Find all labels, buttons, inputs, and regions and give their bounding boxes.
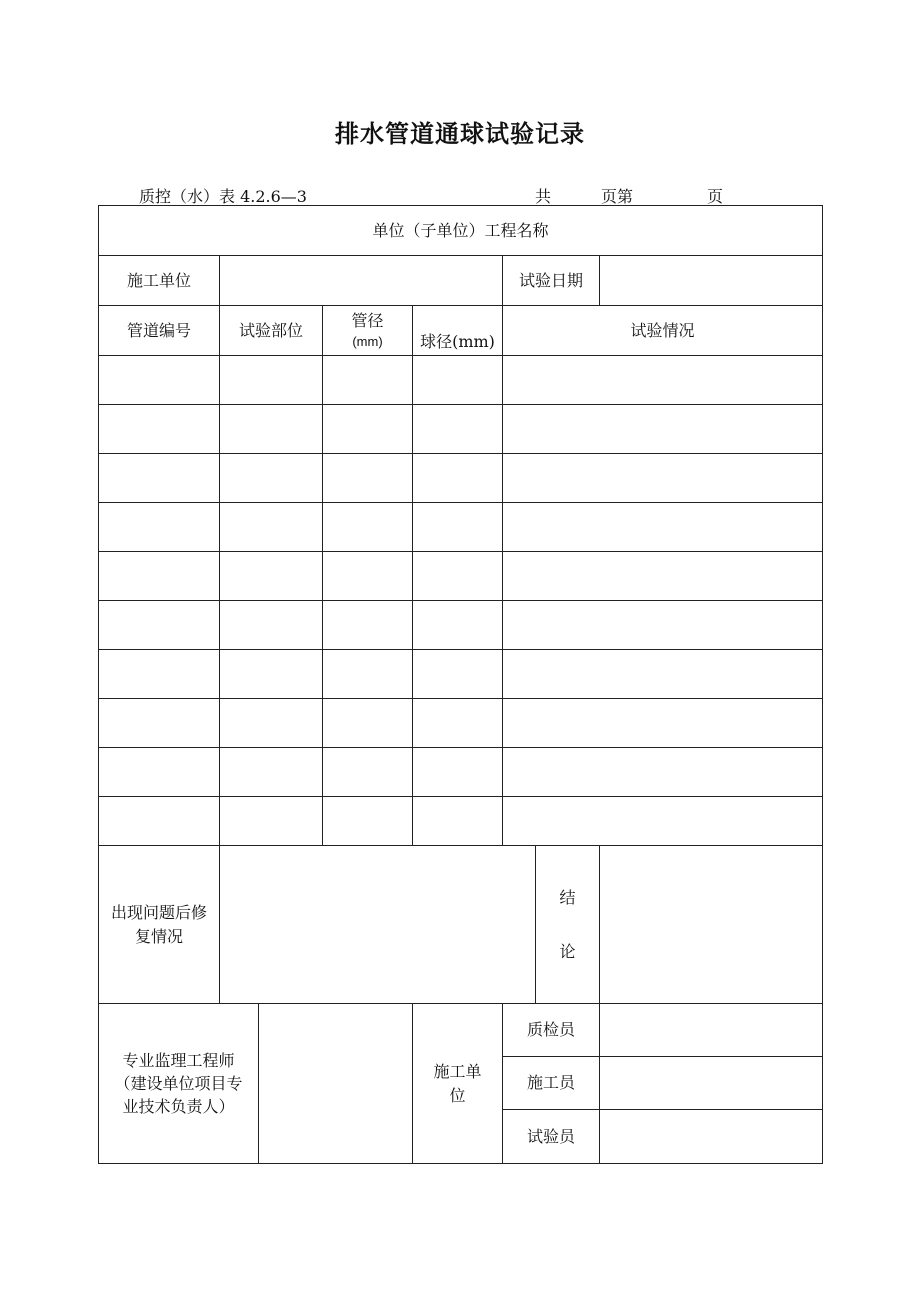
col-ball-diameter — [413, 306, 503, 356]
cell[interactable] — [323, 454, 413, 503]
repair-label-line2: 复情况 — [134, 926, 183, 946]
conclusion-field[interactable] — [600, 846, 823, 1004]
cell[interactable] — [413, 601, 503, 650]
sign-unit-label-line2: 位 — [449, 1085, 466, 1105]
cell[interactable] — [323, 699, 413, 748]
project-name-row[interactable] — [99, 206, 823, 256]
col-pipe-no: 管道编号 — [99, 306, 220, 356]
cell[interactable] — [503, 405, 823, 454]
cell[interactable] — [220, 356, 323, 405]
page-title: 排水管道通球试验记录 — [335, 120, 585, 148]
cell[interactable] — [413, 699, 503, 748]
cell[interactable] — [413, 797, 503, 846]
cell[interactable] — [99, 552, 220, 601]
col-test-location: 试验部位 — [220, 306, 323, 356]
cell[interactable] — [99, 601, 220, 650]
sign-unit-label-line1: 施工单 — [433, 1062, 482, 1082]
col-pipe-diameter — [323, 306, 413, 356]
conclusion-label-char1: 结 — [559, 887, 576, 907]
repair-field[interactable] — [220, 846, 536, 1004]
table-row — [99, 797, 823, 846]
pagination-page-suffix: 页 — [707, 187, 724, 206]
cell[interactable] — [503, 601, 823, 650]
supervisor-label-line2: （建设单位项目专 — [114, 1073, 243, 1093]
test-record-table — [98, 205, 823, 1164]
constructor-field[interactable] — [600, 1057, 823, 1110]
repair-label — [99, 846, 220, 1004]
supervisor-label — [99, 1004, 259, 1164]
cell[interactable] — [220, 797, 323, 846]
table-row — [99, 748, 823, 797]
cell[interactable] — [220, 405, 323, 454]
cell[interactable] — [220, 454, 323, 503]
cell[interactable] — [220, 748, 323, 797]
cell[interactable] — [220, 650, 323, 699]
cell[interactable] — [99, 699, 220, 748]
sign-unit-label — [413, 1004, 503, 1164]
table-row — [99, 601, 823, 650]
cell[interactable] — [323, 503, 413, 552]
cell[interactable] — [323, 748, 413, 797]
cell[interactable] — [503, 454, 823, 503]
pagination-page-mid: 页第 — [601, 187, 634, 206]
quality-inspector-field[interactable] — [600, 1004, 823, 1057]
conclusion-label — [536, 846, 600, 1004]
supervisor-label-line3: 业技术负责人） — [122, 1097, 235, 1117]
cell[interactable] — [99, 748, 220, 797]
cell[interactable] — [503, 650, 823, 699]
table-row — [99, 552, 823, 601]
cell[interactable] — [220, 503, 323, 552]
cell[interactable] — [323, 356, 413, 405]
table-row — [99, 356, 823, 405]
cell[interactable] — [413, 503, 503, 552]
cell[interactable] — [503, 797, 823, 846]
cell[interactable] — [503, 503, 823, 552]
form-code: 质控（水）表 4.2.6—3 — [139, 187, 307, 206]
repair-label-line1: 出现问题后修 — [110, 903, 207, 923]
cell[interactable] — [323, 405, 413, 454]
construction-unit-field[interactable] — [220, 256, 503, 306]
cell[interactable] — [220, 552, 323, 601]
cell[interactable] — [413, 552, 503, 601]
cell[interactable] — [99, 356, 220, 405]
cell[interactable] — [323, 601, 413, 650]
cell[interactable] — [99, 454, 220, 503]
quality-inspector-label: 质检员 — [503, 1004, 600, 1057]
tester-field[interactable] — [600, 1110, 823, 1164]
cell[interactable] — [413, 650, 503, 699]
cell[interactable] — [220, 601, 323, 650]
tester-label: 试验员 — [503, 1110, 600, 1164]
pagination-total: 共 — [535, 187, 552, 206]
project-name-label: 单位（子单位）工程名称 — [372, 220, 549, 240]
cell[interactable] — [99, 503, 220, 552]
cell[interactable] — [99, 405, 220, 454]
col-ball-diameter-label: 球径(mm) — [420, 331, 495, 351]
supervisor-signature-field[interactable] — [259, 1004, 413, 1164]
conclusion-label-char2: 论 — [559, 941, 576, 961]
table-row — [99, 503, 823, 552]
cell[interactable] — [413, 405, 503, 454]
table-row — [99, 405, 823, 454]
table-row — [99, 699, 823, 748]
cell[interactable] — [413, 748, 503, 797]
cell[interactable] — [99, 650, 220, 699]
col-pipe-diameter-unit: (mm) — [352, 334, 383, 350]
cell[interactable] — [503, 748, 823, 797]
cell[interactable] — [413, 454, 503, 503]
supervisor-label-line1: 专业监理工程师 — [122, 1050, 235, 1070]
cell[interactable] — [413, 356, 503, 405]
cell[interactable] — [99, 797, 220, 846]
cell[interactable] — [323, 552, 413, 601]
construction-unit-label: 施工单位 — [99, 256, 220, 306]
cell[interactable] — [503, 552, 823, 601]
table-row — [99, 650, 823, 699]
cell[interactable] — [323, 797, 413, 846]
cell[interactable] — [503, 356, 823, 405]
table-row — [99, 454, 823, 503]
constructor-label: 施工员 — [503, 1057, 600, 1110]
test-date-label: 试验日期 — [503, 256, 600, 306]
test-date-field[interactable] — [600, 256, 823, 306]
col-test-status: 试验情况 — [503, 306, 823, 356]
col-pipe-diameter-label: 管径 — [351, 311, 384, 331]
cell[interactable] — [323, 650, 413, 699]
cell[interactable] — [220, 699, 323, 748]
cell[interactable] — [503, 699, 823, 748]
